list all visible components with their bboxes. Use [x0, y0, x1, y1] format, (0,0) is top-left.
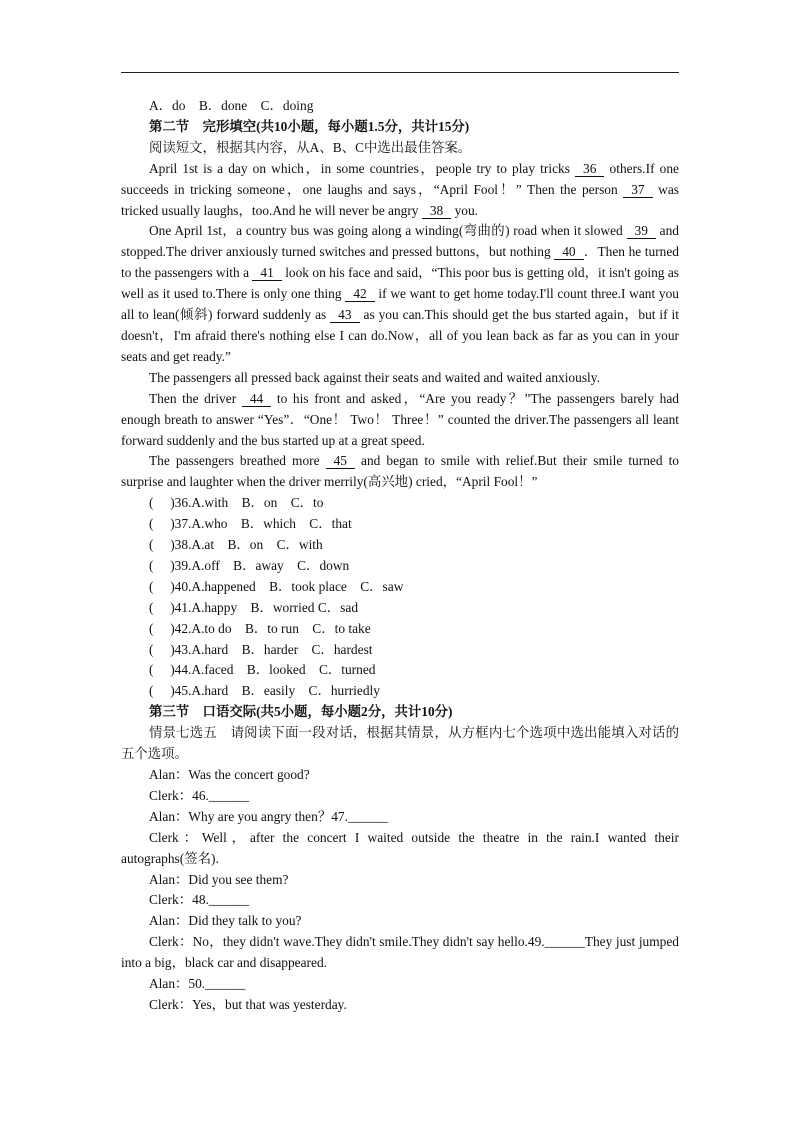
document-content — [121, 96, 679, 1016]
passage-paragraph-4 — [121, 389, 679, 452]
passage-text: Then the driver — [149, 390, 242, 406]
dialogue-line: Clerk：Yes，but that was yesterday. — [149, 996, 347, 1012]
question-43-options: ( )43.A.hard B．harder C．hardest — [149, 641, 373, 657]
blank-37: 37 — [623, 182, 652, 198]
question-45-options: ( )45.A.hard B．easily C．hurriedly — [149, 683, 380, 699]
section2-instruction: 阅读短文，根据其内容，从A、B、C中选出最佳答案。 — [149, 139, 472, 155]
passage-text: to his front and asked，“Are you ready？”The passengers barely had enough breath to answer “Yes”．“One！ Two！ Three！” counted the driver.The passengers all leant forward suddenly and the bus started up at a great speed. — [121, 390, 680, 448]
blank-42: 42 — [345, 286, 374, 302]
passage-text: look on his face and said，“This poor bus is getting old，it isn't going as well as it used to.There is only one thing — [121, 265, 679, 302]
passage-paragraph-1 — [121, 159, 679, 222]
top-options: A．do B．done C．doing — [149, 98, 314, 113]
passage-text: The passengers breathed more — [149, 453, 326, 469]
passage-text: ．Then he turned to the passengers with a — [121, 244, 680, 281]
passage-text: One April 1st，a country bus was going along a winding(弯曲的) road when it slowed — [149, 223, 627, 239]
section3-instruction: 情景七选五 请阅读下面一段对话，根据其情景，从方框内七个选项中选出能填入对话的五个选项。 — [121, 725, 679, 762]
question-38-options: ( )38.A.at B．on C．with — [149, 537, 323, 553]
passage-text: and stopped.The driver anxiously turned switches and pressed buttons，but nothing — [121, 223, 679, 260]
blank-44: 44 — [242, 391, 271, 407]
blank-39: 39 — [627, 223, 656, 239]
blank-40: 40 — [554, 244, 583, 260]
dialogue-line: Alan：Did you see them? — [149, 871, 289, 887]
blank-43: 43 — [330, 307, 359, 323]
section2-heading: 第二节 完形填空(共10小题，每小题1.5分，共计15分) — [149, 118, 470, 134]
passage-paragraph-3: The passengers all pressed back against their seats and waited and waited anxiously. — [149, 369, 600, 385]
blank-36: 36 — [575, 161, 604, 177]
dialogue-line: Alan：Did they talk to you? — [149, 913, 302, 929]
dialogue-line: Alan：50.______ — [149, 976, 246, 992]
question-41-options: ( )41.A.happy B．worried C．sad — [149, 599, 359, 615]
passage-text: others.If one succeeds in tricking someone，one laughs and says，“April Fool！” Then the person — [121, 160, 679, 197]
blank-45: 45 — [326, 453, 355, 469]
passage-text: as you can.This should get the bus started again，but if it doesn't，I'm afraid there's nothing else I can do.Now，all of you lean back as far as you can in your seats and get ready.” — [121, 307, 679, 364]
dialogue-line: Clerk：48.______ — [149, 892, 250, 908]
dialogue-line: Alan：Why are you angry then？47.______ — [149, 808, 389, 824]
dialogue-line: Clerk：Well，after the concert I waited outside the theatre in the rain.I wanted their autographs(签名). — [121, 829, 679, 866]
question-37-options: ( )37.A.who B．which C．that — [149, 516, 352, 532]
question-39-options: ( )39.A.off B．away C．down — [149, 557, 350, 573]
question-42-options: ( )42.A.to do B．to run C．to take — [149, 620, 371, 636]
passage-text: you. — [451, 202, 479, 218]
passage-paragraph-5 — [121, 451, 679, 493]
question-40-options: ( )40.A.happened B．took place C．saw — [149, 578, 404, 594]
dialogue-line: Clerk：46.______ — [149, 787, 250, 803]
passage-paragraph-2 — [121, 221, 679, 367]
header-rule — [121, 72, 679, 73]
passage-text: and began to smile with relief.But their smile turned to surprise and laughter when the driver merrily(高兴地) cried，“April Fool！” — [121, 453, 680, 490]
blank-41: 41 — [252, 265, 281, 281]
question-44-options: ( )44.A.faced B．looked C．turned — [149, 662, 376, 678]
section3-heading: 第三节 口语交际(共5小题，每小题2分，共计10分) — [149, 704, 453, 720]
dialogue-line: Alan：Was the concert good? — [149, 767, 310, 782]
passage-text: April 1st is a day on which，in some countries，people try to play tricks — [149, 160, 576, 176]
dialogue-line: Clerk：No，they didn't wave.They didn't smile.They didn't say hello.49.______They just jumped into a big，black car and disappeared. — [121, 934, 679, 971]
passage-text: if we want to get home today.I'll count three.I want you all to lean(倾斜) forward suddenly as — [121, 286, 679, 323]
question-36-options: ( )36.A.with B．on C．to — [149, 495, 324, 511]
passage-text: was tricked usually laughs，too.And he will never be angry — [121, 181, 679, 218]
blank-38: 38 — [422, 203, 451, 219]
